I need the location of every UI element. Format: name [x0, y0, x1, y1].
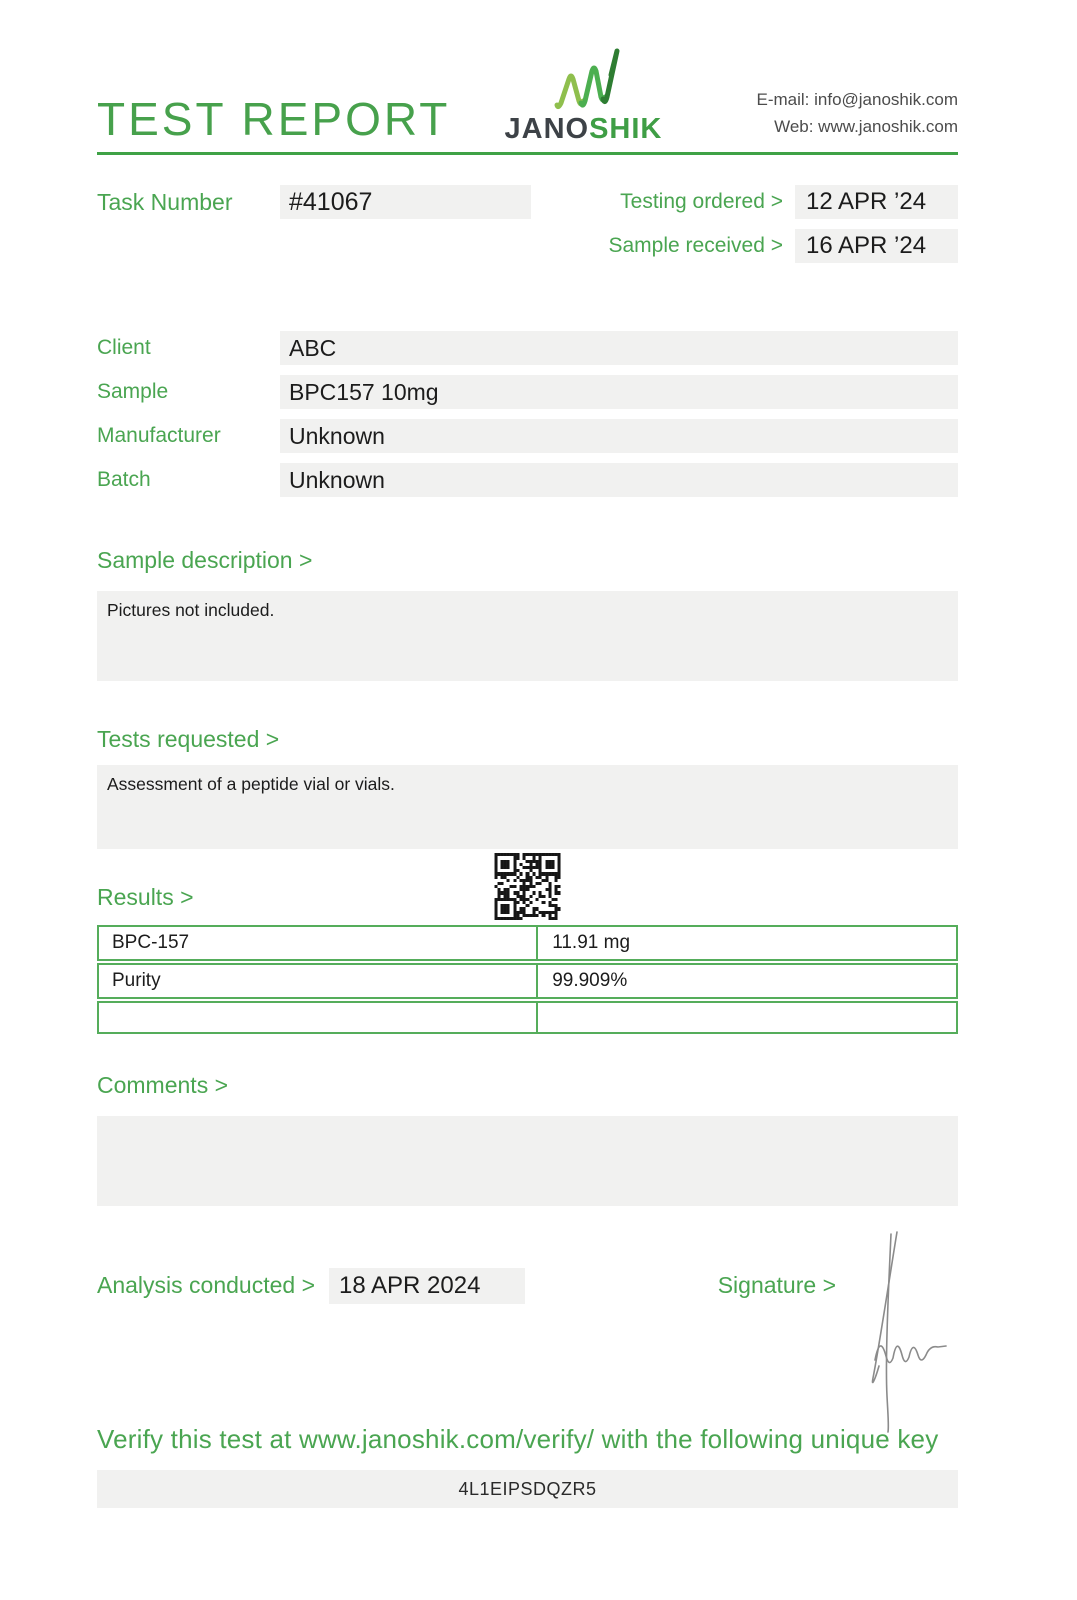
info-row-manufacturer: [97, 419, 958, 453]
result-name: BPC-157: [99, 927, 538, 959]
report-page: [97, 0, 958, 1508]
tests-requested-heading: Tests requested >: [97, 725, 280, 752]
sample-value: BPC157 10mg: [280, 375, 958, 409]
info-row-sample: [97, 375, 958, 409]
testing-ordered-label: Testing ordered >: [620, 190, 783, 213]
brand-name-jano: JANO: [504, 113, 590, 145]
task-section: [97, 185, 958, 273]
sample-info-section: [97, 331, 958, 497]
result-name: [99, 1003, 538, 1032]
comments-heading: Comments >: [97, 1072, 229, 1099]
brand-name-shik: SHIK: [589, 113, 663, 145]
testing-ordered-value: 12 APR ’24: [795, 185, 958, 219]
results-header: [97, 849, 958, 925]
table-row: [97, 963, 958, 999]
sample-description-box: Pictures not included.: [97, 591, 958, 681]
manufacturer-label: Manufacturer: [97, 424, 221, 447]
table-row: [97, 925, 958, 961]
result-value: 99.909%: [552, 970, 628, 992]
sample-label: Sample: [97, 380, 169, 403]
report-header: [97, 0, 958, 150]
table-row: [97, 1001, 958, 1034]
result-value: 11.91 mg: [552, 932, 631, 954]
analysis-date-value: 18 APR 2024: [329, 1268, 525, 1304]
comments-box: [97, 1116, 958, 1206]
sample-received-value: 16 APR ’24: [795, 229, 958, 263]
results-table: [97, 925, 958, 1034]
manufacturer-value: Unknown: [280, 419, 958, 453]
client-value: ABC: [280, 331, 958, 365]
brand-logo: [505, 45, 663, 150]
contact-web: Web: www.janoshik.com: [774, 116, 958, 136]
signature-label: Signature >: [717, 1271, 836, 1298]
batch-value: Unknown: [280, 463, 958, 497]
contact-email: E-mail: info@janoshik.com: [756, 90, 958, 110]
brand-name: [505, 115, 663, 150]
verify-text: Verify this test at www.janoshik.com/verify/ with the following unique key: [97, 1423, 939, 1454]
unique-key-value: 4L1EIPSDQZR5: [97, 1470, 958, 1508]
signature-image: [839, 1228, 959, 1434]
tests-requested-box: Assessment of a peptide vial or vials.: [97, 765, 958, 849]
footer-row: [97, 1266, 958, 1306]
sample-received-label: Sample received >: [608, 234, 783, 257]
result-name: Purity: [99, 965, 538, 997]
qr-code: [492, 851, 563, 922]
info-row-batch: [97, 463, 958, 497]
contact-info: [757, 87, 959, 150]
result-value: [538, 1003, 956, 1032]
batch-label: Batch: [97, 468, 151, 491]
page-title: TEST REPORT: [97, 93, 451, 145]
task-number-label: Task Number: [97, 188, 233, 215]
header-divider: [97, 152, 958, 155]
analysis-conducted-label: Analysis conducted >: [97, 1272, 315, 1299]
task-number-value: #41067: [280, 185, 531, 219]
info-row-client: [97, 331, 958, 365]
chart-icon: [537, 45, 629, 113]
results-heading: Results >: [97, 883, 194, 910]
sample-description-heading: Sample description >: [97, 547, 313, 573]
client-label: Client: [97, 336, 151, 359]
